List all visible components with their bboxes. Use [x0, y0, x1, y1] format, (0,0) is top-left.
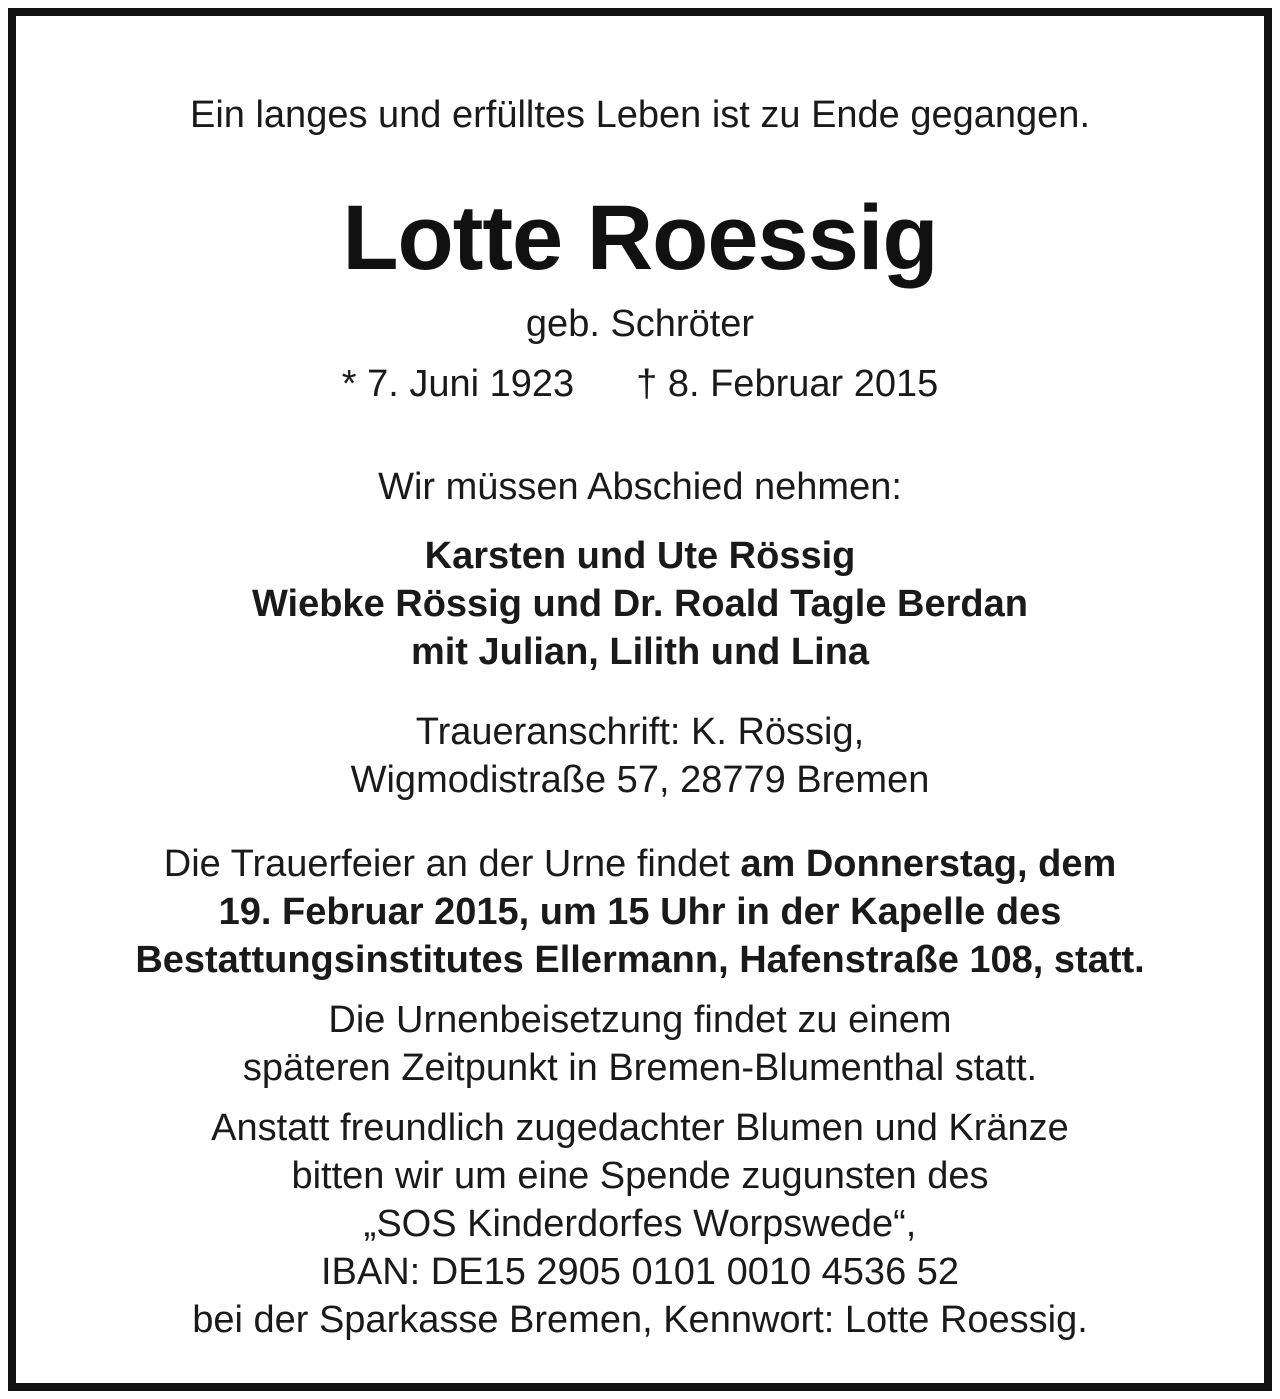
farewell-text: Wir müssen Abschied nehmen:: [378, 466, 902, 508]
mourner-line: mit Julian, Lilith und Lina: [410, 631, 870, 673]
burial-line: späteren Zeitpunkt in Bremen-Blumenthal statt.: [242, 1047, 1038, 1089]
donation-line: bitten wir um eine Spende zugunsten des: [291, 1155, 989, 1197]
ceremony-line: 19. Februar 2015, um 15 Uhr in der Kapelle des: [218, 891, 1062, 933]
donation-line: „SOS Kinderdorfes Worpswede“,: [363, 1203, 917, 1245]
donation-line: bei der Sparkasse Bremen, Kennwort: Lotte Roessig.: [192, 1299, 1088, 1341]
life-dates: [16, 365, 1264, 403]
mourner-line: Wiebke Rössig und Dr. Roald Tagle Berdan: [252, 583, 1028, 625]
burial-line: Die Urnenbeisetzung findet zu einem: [328, 999, 952, 1041]
mourner-line: Karsten und Ute Rössig: [424, 535, 856, 577]
deceased-name: Lotte Roessig: [342, 187, 938, 289]
iban-line: IBAN: DE15 2905 0101 0010 4536 52: [320, 1251, 960, 1293]
birth-date: * 7. Juni 1923: [341, 363, 575, 405]
ceremony-line: [16, 845, 1264, 883]
obituary-notice: [8, 8, 1272, 1391]
ceremony-text: Die Trauerfeier an der Urne findet: [163, 843, 741, 885]
mourning-address-line: Traueranschrift: K. Rössig,: [415, 711, 865, 753]
mourning-address-line: Wigmodistraße 57, 28779 Bremen: [350, 759, 930, 801]
intro-text: Ein langes und erfülltes Leben ist zu Ende gegangen.: [190, 94, 1090, 136]
ceremony-line: Bestattungsinstitutes Ellermann, Hafenstraße 108, statt.: [135, 939, 1145, 981]
donation-line: Anstatt freundlich zugedachter Blumen und Kränze: [211, 1107, 1069, 1149]
maiden-name: geb. Schröter: [525, 303, 755, 345]
ceremony-date: am Donnerstag, dem: [740, 843, 1117, 885]
death-date: † 8. Februar 2015: [636, 363, 939, 405]
